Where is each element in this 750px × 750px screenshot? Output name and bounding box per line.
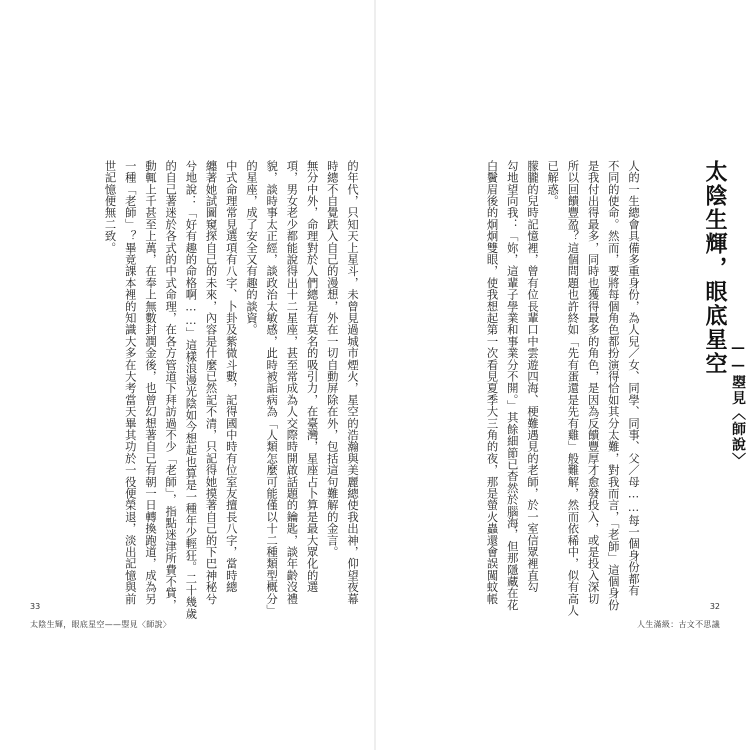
- left-page: [0, 0, 374, 750]
- right-page: [376, 0, 750, 750]
- left-column: 世記憶便無二致。: [103, 160, 117, 254]
- left-page-body: [99, 160, 362, 620]
- left-column: 的星座，成了安全又有趣的談資。: [244, 160, 258, 336]
- left-column: 一種「老師」？畢竟課本裡的知識大多在大考當天畢其功於一役便榮退，淡出記憶與前: [123, 160, 137, 605]
- right-column: 不同的使命。然而，要將每個角色都扮演得恰如其分太難，對我而言，「老師」這個身份: [606, 160, 620, 611]
- right-page-body: [481, 160, 643, 617]
- right-column: 白鬢眉後的炯炯雙眼，使我想起第一次看見夏季大三角的夜，那是螢火蟲還會誤闖蚊帳: [485, 160, 499, 605]
- right-column: 所以回饋豐盈？這個問題也許終如「先有蛋還是先有雞」般難解，然而依稀中，似有高人: [566, 160, 580, 617]
- left-column: 貌，談時事太正經，談政治太敏感，此時被詬病為「人類怎麼可能僅以十二種類型概分」: [265, 160, 279, 617]
- left-column: 中式命理常見選項有八字、卜卦及紫微斗數，記得國中時有位室友擅長八字，當時總: [224, 160, 238, 593]
- left-page-number: 33: [30, 602, 41, 611]
- left-column: 時總不自覺跌入自己的漫想，外在一切自動屏除在外，包括這句難解的金言。: [325, 160, 339, 558]
- chapter-subtitle: ——曌見〈師說〉: [730, 340, 746, 468]
- right-page-number: 32: [709, 602, 720, 611]
- right-column: 勾地望向我：「妳，這輩子學業和事業分不開。」其餘細節已杳然於腦海，但那隱藏在花: [505, 160, 519, 611]
- left-column: 纏著她試圖窺探自己的未來，內容是什麼已然記不清，只記得她摸著自己的下巴神秘兮: [204, 160, 218, 605]
- chapter-title: 太陰生輝，眼底星空: [702, 160, 728, 376]
- right-column: 是我付出得最多，同時也獲得最多的角色，是因為反饋豐厚才愈發投入，或是投入深切: [586, 160, 600, 605]
- left-column: 動輒上千甚至上萬，在奉上無數封潤金後，也曾幻想著自己有朝一日轉換跑道，成為另: [143, 160, 157, 605]
- left-column: 兮地說：「好有趣的命格啊……」這樣浪漫光陰如今想起也算是一種年少輕狂。二十幾歲: [184, 160, 198, 620]
- left-column: 無分中外，命理對於人們總是有莫名的吸引力，在臺灣，星座占卜算是最大眾化的選: [305, 160, 319, 593]
- left-column: 的年代，只知天上星斗，未曾見過城市煙火，星空的浩瀚與美麗總使我出神，仰望夜幕: [346, 160, 359, 605]
- left-column: 的自己著迷於各式的中式命理，在各方管道下拜訪過不少「老師」，指點迷津所費不貲，: [164, 160, 178, 611]
- right-column: 已解惑。: [546, 160, 560, 207]
- right-column: 人的一生總會具備多重身份，為人兒／女、同學、同事、父／母……每一個身份都有: [627, 160, 640, 597]
- right-column: 朦朧的兒時記憶裡，曾有位長輩口中雲遊四海、梗難遇見的老師，於一室信眾裡直勾: [525, 160, 539, 593]
- left-running-head: 太陰生輝，眼底星空——曌見〈師說〉: [30, 620, 172, 629]
- right-running-head: 人生滿級：古文不思議: [637, 620, 720, 629]
- left-column: 項，男女老少都能說得出十二星座，甚至常成為人交際時開啟話題的鑰匙，談年齡沒禮: [285, 160, 299, 605]
